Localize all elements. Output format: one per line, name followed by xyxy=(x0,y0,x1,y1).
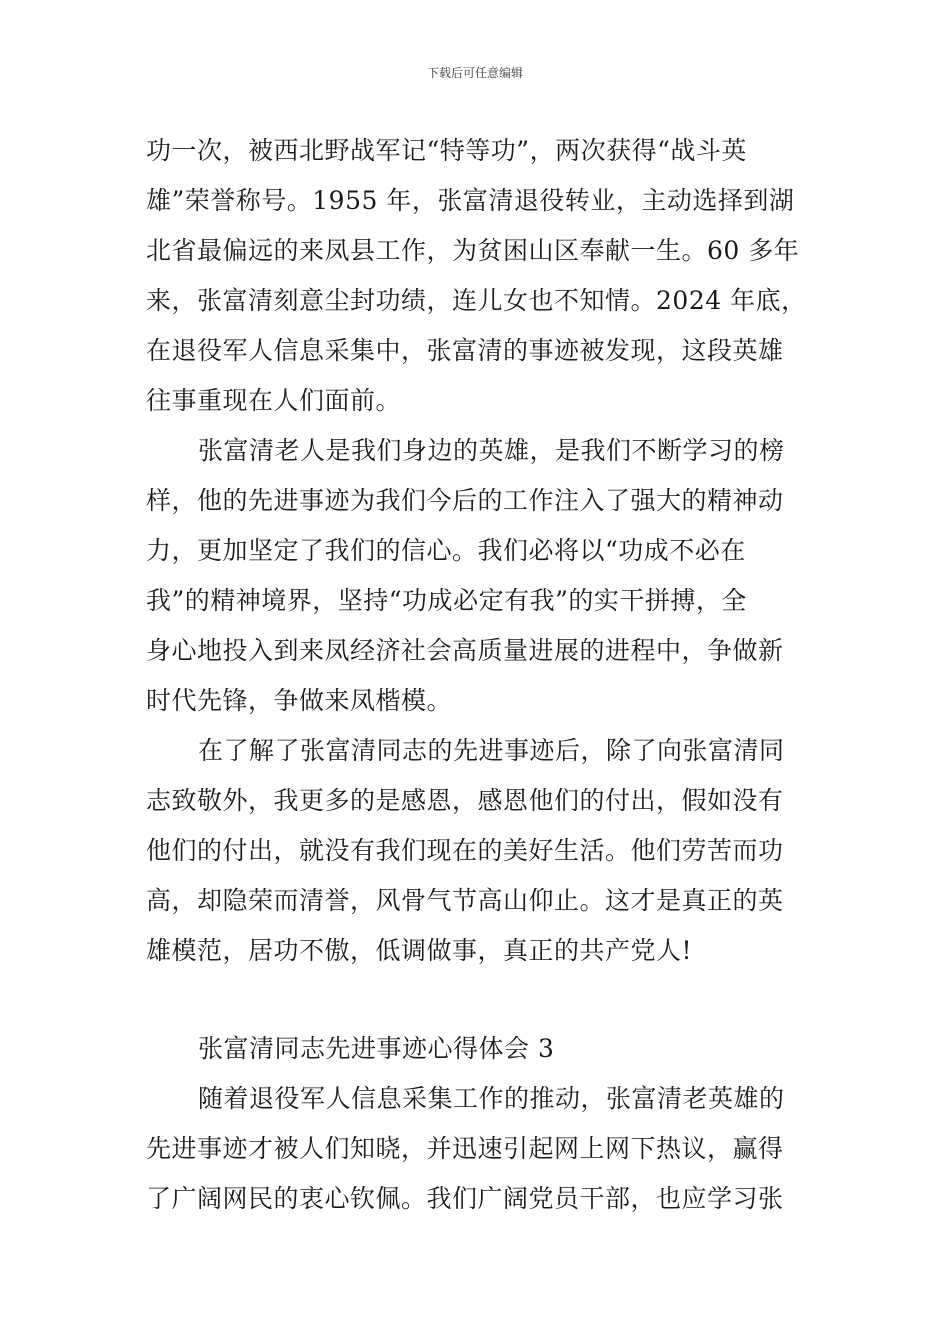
text-line: 在退役军人信息采集中，张富清的事迹被发现，这段英雄 xyxy=(146,336,784,365)
paragraph-start-line: 张富清老人是我们身边的英雄，是我们不断学习的榜 xyxy=(198,436,785,465)
text-line: 往事重现在人们面前。 xyxy=(146,386,402,415)
section-heading: 张富清同志先进事迹心得体会 3 xyxy=(198,1034,555,1063)
paragraph-start-line: 在了解了张富清同志的先进事迹后，除了向张富清同 xyxy=(198,736,785,765)
text-line: 时代先锋，争做来凤楷模。 xyxy=(146,686,453,715)
text-line: 我”的精神境界，坚持“功成必定有我”的实干拼搏，全 xyxy=(146,586,747,615)
text-line: 雄模范，居功不傲，低调做事，真正的共产党人! xyxy=(146,936,693,965)
page-header: 下载后可任意编辑 xyxy=(426,66,523,80)
text-line: 来，张富清刻意尘封功绩，连儿女也不知情。2024 年底， xyxy=(146,286,807,315)
paragraph-start-line: 随着退役军人信息采集工作的推动，张富清老英雄的 xyxy=(198,1084,785,1113)
section-gap xyxy=(146,976,808,1024)
text-line: 志致敬外，我更多的是感恩，感恩他们的付出，假如没有 xyxy=(146,786,784,815)
text-line: 了广阔网民的衷心钦佩。我们广阔党员干部，也应学习张 xyxy=(146,1184,784,1213)
text-line: 他们的付出，就没有我们现在的美好生活。他们劳苦而功 xyxy=(146,836,784,865)
document-body xyxy=(146,126,808,1224)
text-line: 北省最偏远的来凤县工作，为贫困山区奉献一生。60 多年 xyxy=(146,236,800,265)
text-line: 样，他的先进事迹为我们今后的工作注入了强大的精神动 xyxy=(146,486,784,515)
text-line: 先进事迹才被人们知晓，并迅速引起网上网下热议，赢得 xyxy=(146,1134,784,1163)
text-line: 力，更加坚定了我们的信心。我们必将以“功成不必在 xyxy=(146,536,746,565)
text-line: 功一次，被西北野战军记“特等功”，两次获得“战斗英 xyxy=(146,136,747,165)
text-line: 雄”荣誉称号。1955 年，张富清退役转业，主动选择到湖 xyxy=(146,186,795,215)
text-line: 身心地投入到来凤经济社会高质量进展的进程中，争做新 xyxy=(146,636,784,665)
text-line: 高，却隐荣而清誉，风骨气节高山仰止。这才是真正的英 xyxy=(146,886,784,915)
